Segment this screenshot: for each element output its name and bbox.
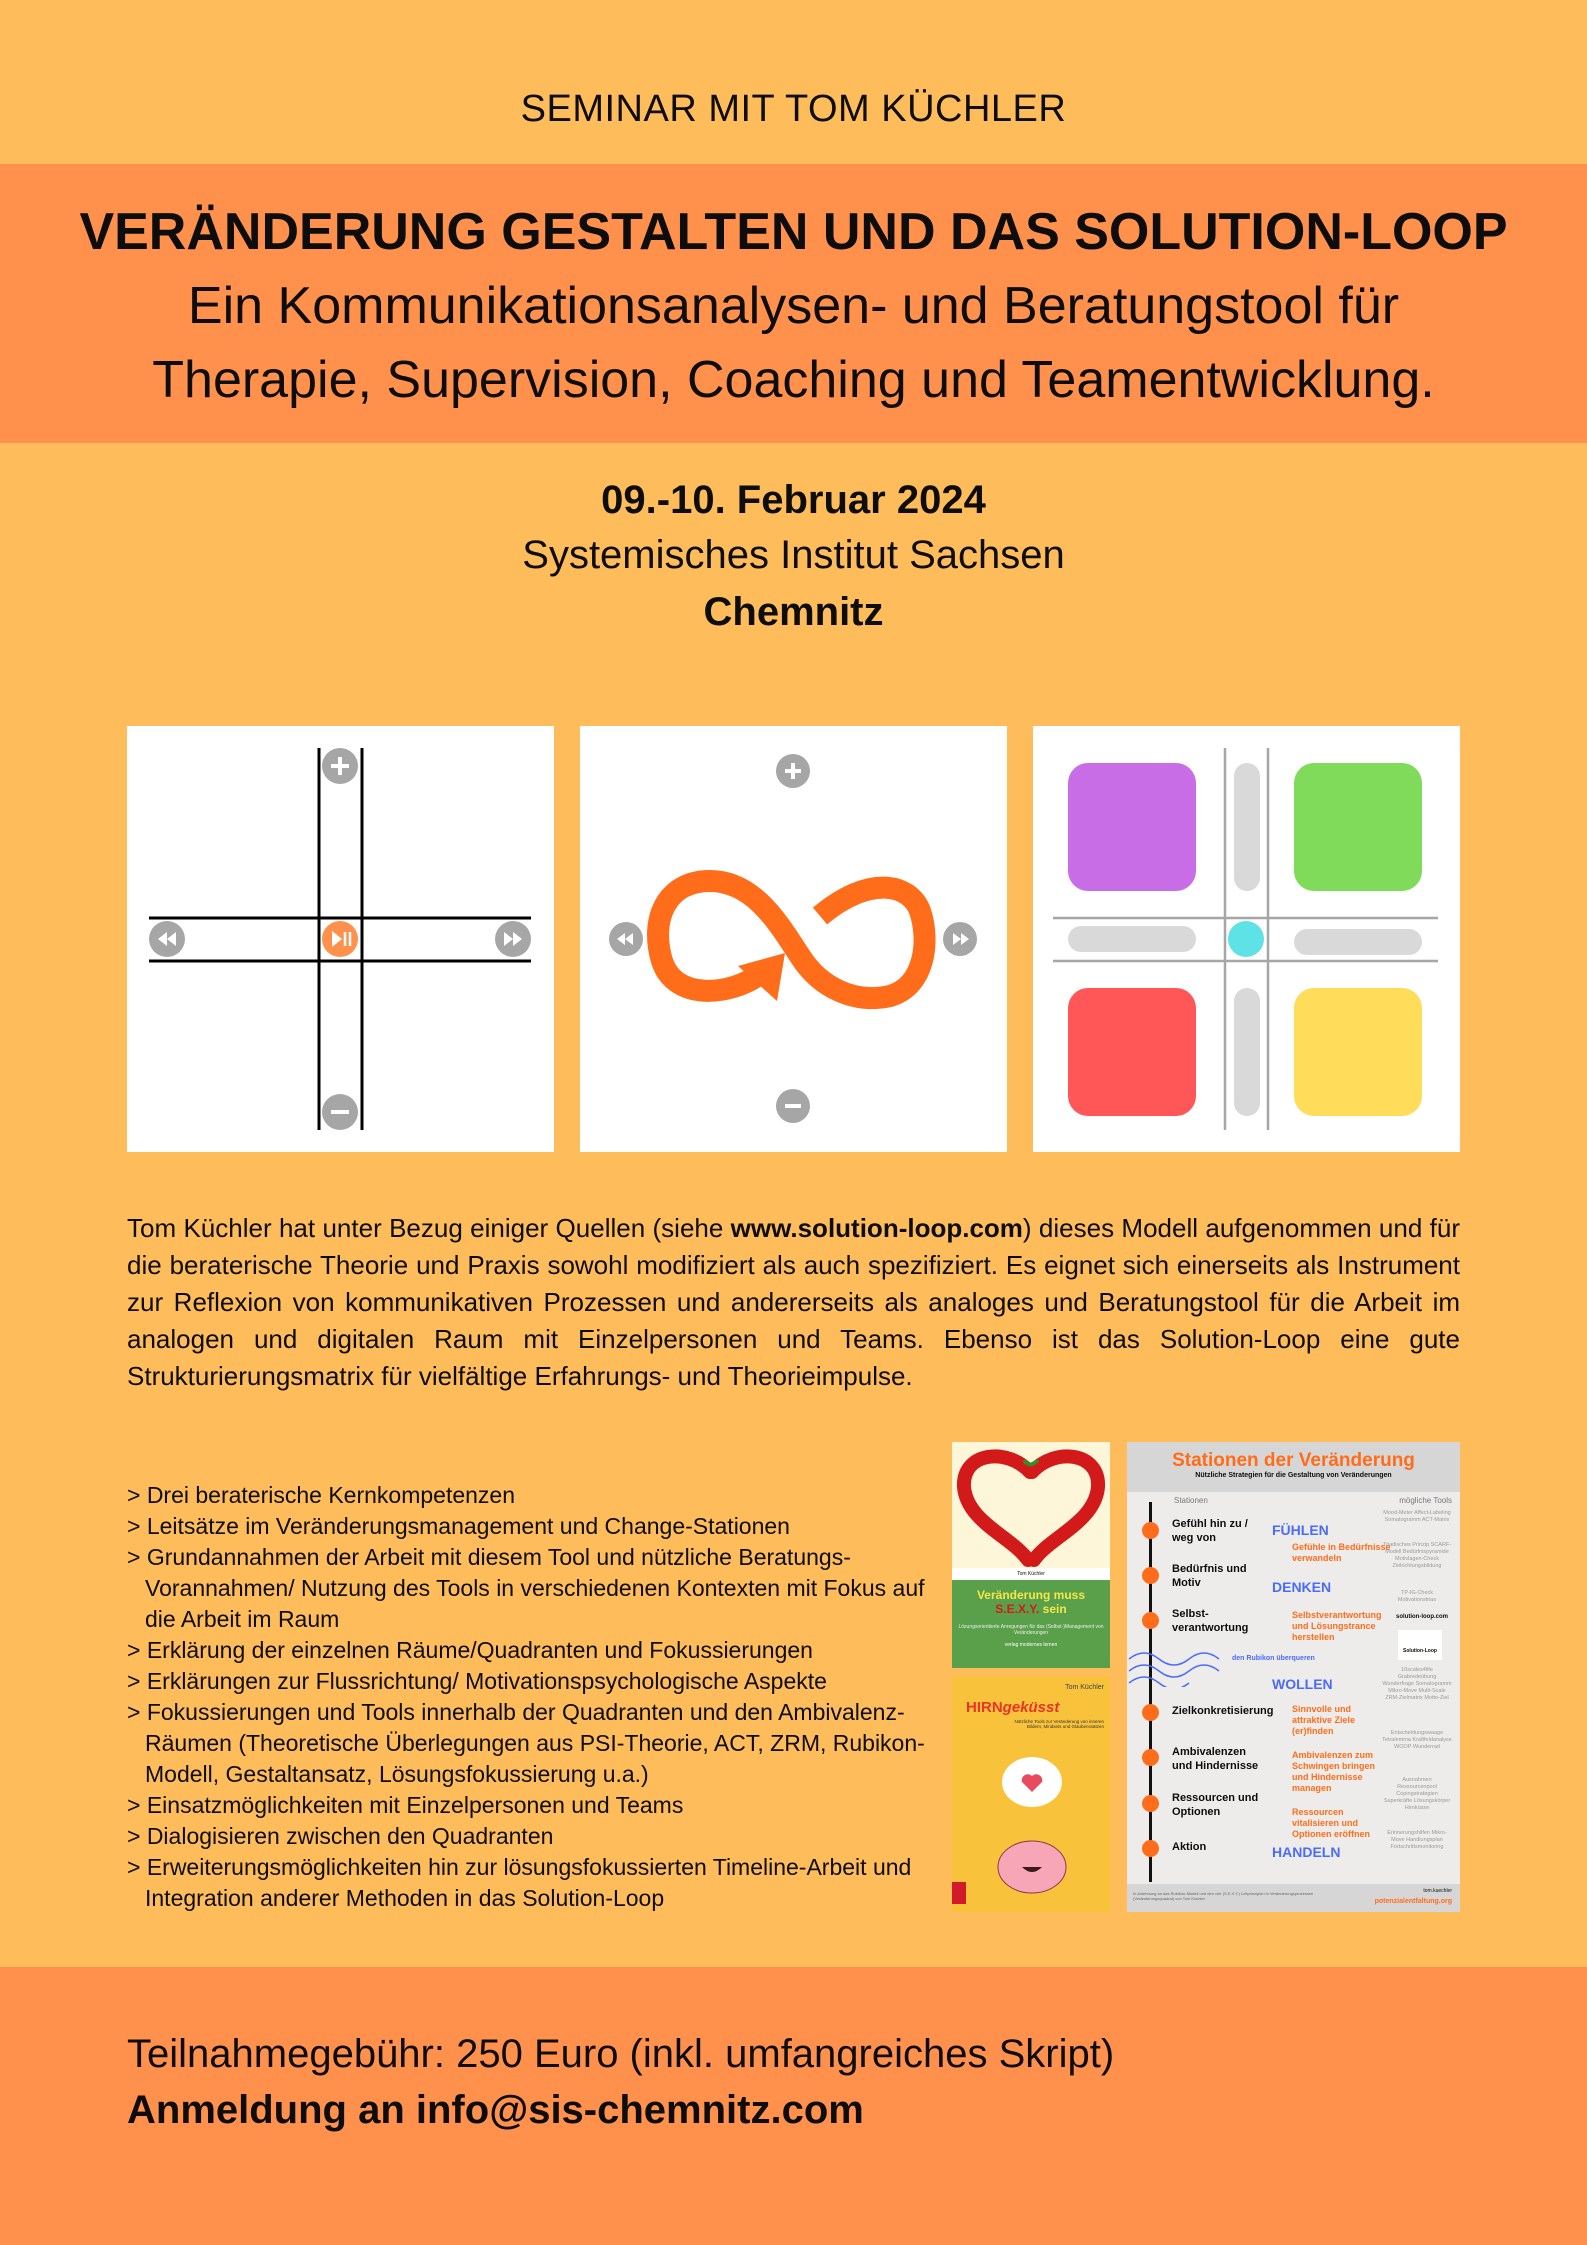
rewind-icon (609, 922, 643, 956)
list-item: > Erklärung der einzelnen Räume/Quadranten und Fokussierungen (127, 1637, 813, 1663)
quadrant-yellow (1294, 988, 1422, 1116)
list-item: > Dialogisieren zwischen den Quadranten (127, 1823, 554, 1849)
quadrant-green (1294, 763, 1422, 891)
minus-icon (322, 1094, 358, 1130)
subline-2: Therapie, Supervision, Coaching und Teamentwicklung. (152, 351, 1435, 409)
list-item: > Leitsätze im Veränderungsmanagement und Change-Stationen (127, 1513, 790, 1539)
list-item: > Grundannahmen der Arbeit mit diesem Tool und nützliche Beratungs-Vorannahmen/ Nutzung des Tools in verschiedenen Kontexten mit Fokus auf die Arbeit im Raum (127, 1544, 925, 1632)
subline-1: Ein Kommunikationsanalysen- und Beratungstool für (187, 277, 1400, 335)
event-date: 09.-10. Februar 2024 (601, 478, 986, 522)
list-item: > Erklärungen zur Flussrichtung/ Motivationspsychologische Aspekte (127, 1668, 827, 1694)
wave-icon (1127, 1647, 1237, 1687)
stations-poster: Stationen der Veränderung Nützliche Strategien für die Gestaltung von Veränderungen Stationen mögliche Tools Gefühl hin zu / weg von Bedürfnis und Motiv Selbst-verantwortung Zielkonkretisierung Ambivalenzen und Hindernisse Ressourcen und Optionen Aktion FÜHLEN DENKEN WOLLEN HANDELN Gefühle in Bedürfnisse verwandeln Selbstverantwortung und Lösungstrance herstellen Sinnvolle und attraktive Ziele (er)finden Ambivalenzen zum Schwingen bringen und Hindernisse managen Ressourcen vitalisieren und Optionen eröffnen den Rubikon überqueren Mood-Meter Affect-Labeling Somatogramm ACT-Matrix Triadisches Prinzip SCARF-Modell Bedürfnispyramide Motivlagen-Check Zielrichtungsbildung TP-IG-Check Motivationstrias solution-loop.com Solution-Loop 10scales4life Grabredeübung Wunderfrage Somatogramm Mikro-Move Multi-Scale ZRM-Zielmatrix Motto-Ziel Entscheidungswaage Tetralemma Kraftfeldanalyse WOOP Wunderrad Ausnahmen Ressourcenpool Copingstrategien Superkräfte Lösungskörper Hirnküsse Erinnerungshilfen Mikro-Move Handlungsplan Fortschrittsmonitoring In Anlehnung an das Rubikon-Modell und den vier (S.E.X.Y.) Leitprinzipien in Veränderungsprozessen (Veränderungsquadrat) von Tom Küchler tom.kuechler potenzialentfaltung.org (1127, 1442, 1460, 1912)
topic-list (127, 1480, 927, 1914)
book-cover-hirngekuesst: Tom Küchler HIRNgeküsst Nützliche Tools zur Veränderung von inneren Bildern, Mindsets und Glaubenssätzen (952, 1676, 1110, 1912)
list-item: > Drei beraterische Kernkompetenzen (127, 1482, 516, 1508)
kicker: SEMINAR MIT TOM KÜCHLER (520, 88, 1067, 130)
fast-forward-icon (495, 921, 531, 957)
intro-paragraph: Tom Küchler hat unter Bezug einiger Quellen (siehe www.solution-loop.com) dieses Modell aufgenommen und für die beraterische Theorie und Praxis sowohl modifiziert als auch spezifiziert. Es eignet sich einerseits als Instrument zur Reflexion von kommunikativen Prozessen und andererseits als analoges und Beratungstool für die Arbeit im analogen und digitalen Raum mit Einzelpersonen und Teams. Ebenso ist das Solution-Loop eine gute Strukturierungsmatrix für vielfältige Erfahrungs- und Theorieimpulse. (127, 1213, 1460, 1391)
cross-diagram (127, 726, 554, 1152)
headline: VERÄNDERUNG GESTALTEN UND DAS SOLUTION-LOOP (79, 203, 1508, 261)
registration-email[interactable]: Anmeldung an info@sis-chemnitz.com (127, 2088, 864, 2132)
quadrant-diagram (1033, 726, 1460, 1152)
solution-loop-link[interactable]: www.solution-loop.com (730, 1213, 1023, 1243)
center-dot (1228, 921, 1264, 957)
event-city: Chemnitz (703, 590, 884, 634)
list-item: > Einsatzmöglichkeiten mit Einzelpersonen und Teams (127, 1792, 684, 1818)
infinity-arrow-icon (658, 881, 925, 998)
infinity-loop-diagram (580, 726, 1007, 1152)
event-institute: Systemisches Institut Sachsen (522, 533, 1065, 577)
plus-icon (322, 748, 358, 784)
fast-forward-icon (943, 922, 977, 956)
minus-icon (776, 1089, 810, 1123)
rewind-icon (149, 921, 185, 957)
plus-icon (776, 754, 810, 788)
quadrant-purple (1068, 763, 1196, 891)
fee-text: Teilnahmegebühr: 250 Euro (inkl. umfangreiches Skript) (127, 2032, 1115, 2076)
brain-speech-bubble-icon (952, 1742, 1110, 1912)
quadrant-red (1068, 988, 1196, 1116)
list-item: > Erweiterungsmöglichkeiten hin zur lösungsfokussierten Timeline-Arbeit und Integration anderer Methoden in das Solution-Loop (127, 1854, 912, 1911)
chili-heart-icon (952, 1442, 1110, 1568)
book-cover-sexy: Tom Küchler Veränderung muss S.E.X.Y. sein Lösungsorientierte Anregungen für das (Selbst-)Management von Veränderungen verlag modernes lernen (952, 1442, 1110, 1668)
list-item: > Fokussierungen und Tools innerhalb der Quadranten und den Ambivalenz-Räumen (Theoretische Überlegungen aus PSI-Theorie, ACT, ZRM, Rubikon-Modell, Gestaltansatz, Lösungsfokussierung u.a.) (127, 1699, 925, 1787)
play-pause-icon (322, 921, 358, 957)
